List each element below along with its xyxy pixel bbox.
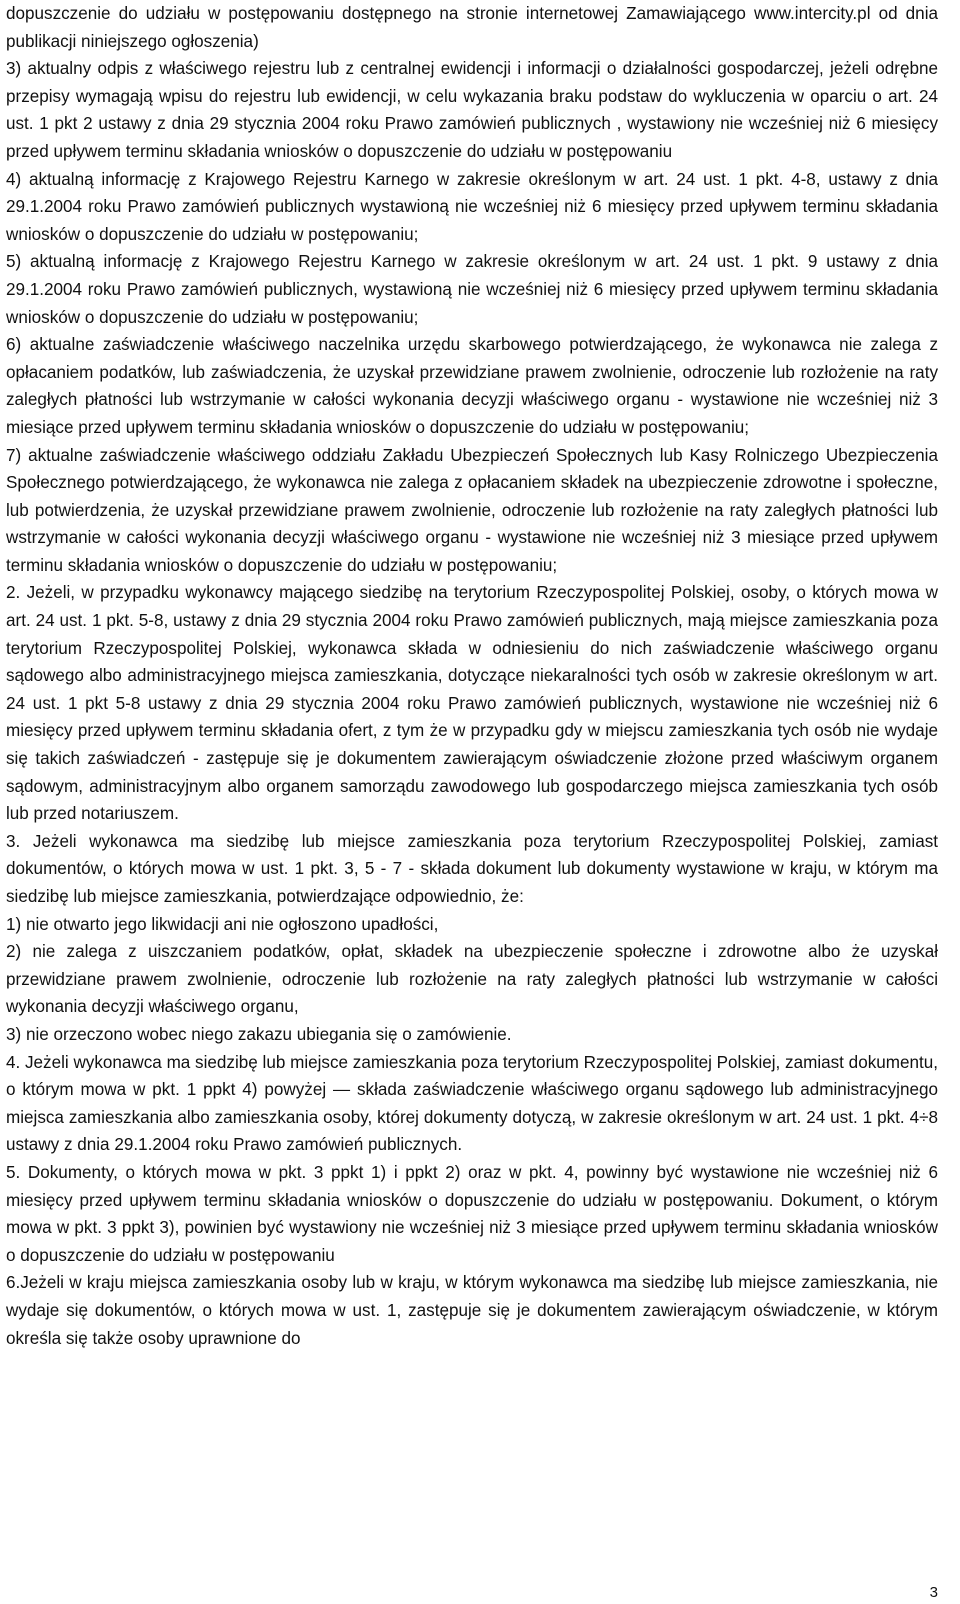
paragraph-item-5-criminal-record: 5) aktualną informację z Krajowego Rejestru Karnego w zakresie określonym w art. 24 ust. 1 pkt. 9 ustawy z dnia 29.1.2004 roku Prawo zamówień publicznych, wystawioną nie wcześniej niż 6 miesięcy przed upływem terminu składania wniosków o dopuszczenie do udziału w postępowaniu;: [6, 252, 938, 327]
paragraph-section-3-item-2: 2) nie zalega z uiszczaniem podatków, opłat, składek na ubezpieczenie społeczne i zdrowotne albo że uzyskał przewidziane prawem zwolnienie, odroczenie lub rozłożenie na raty zaległych płatności lub wstrzymanie w całości wykonania decyzji właściwego organu,: [6, 942, 938, 1017]
paragraph-item-3-registry-extract: 3) aktualny odpis z właściwego rejestru lub z centralnej ewidencji i informacji o działalności gospodarczej, jeżeli odrębne przepisy wymagają wpisu do rejestru lub ewidencji, w celu wykazania braku podstaw do wykluczenia w oparciu o art. 24 ust. 1 pkt 2 ustawy z dnia 29 stycznia 2004 roku Prawo zamówień publicznych , wystawiony nie wcześniej niż 6 miesięcy przed upływem terminu składania wniosków o dopuszczenie do udziału w postępowaniu: [6, 59, 938, 161]
paragraph-section-6: 6.Jeżeli w kraju miejsca zamieszkania osoby lub w kraju, w którym wykonawca ma siedzibę lub miejsce zamieszkania, nie wydaje się dokumentów, o których mowa w ust. 1, zastępuje się je dokumentem zawierającym oświadczenie, w którym określa się także osoby uprawnione do: [6, 1273, 938, 1348]
paragraph-continuation: dopuszczenie do udziału w postępowaniu dostępnego na stronie internetowej Zamawiającego www.intercity.pl od dnia publikacji niniejszego ogłoszenia): [6, 4, 938, 51]
page-number: 3: [929, 1584, 938, 1601]
paragraph-item-4-criminal-record: 4) aktualną informację z Krajowego Rejestru Karnego w zakresie określonym w art. 24 ust. 1 pkt. 4-8, ustawy z dnia 29.1.2004 roku Prawo zamówień publicznych wystawioną nie wcześniej niż 6 miesięcy przed upływem terminu składania wniosków o dopuszczenie do udziału w postępowaniu;: [6, 169, 938, 244]
paragraph-section-5: 5. Dokumenty, o których mowa w pkt. 3 ppkt 1) i ppkt 2) oraz w pkt. 4, powinny być wystawione nie wcześniej niż 6 miesięcy przed upływem terminu składania wniosków o dopuszczenie do udziału w postępowaniu. Dokument, o którym mowa w pkt. 3 ppkt 3), powinien być wystawiony nie wcześniej niż 3 miesiące przed upływem terminu składania wniosków o dopuszczenie do udziału w postępowaniu: [6, 1162, 938, 1265]
paragraph-item-6-tax-certificate: 6) aktualne zaświadczenie właściwego naczelnika urzędu skarbowego potwierdzającego, że wykonawca nie zalega z opłacaniem podatków, lub zaświadczenia, że uzyskał przewidziane prawem zwolnienie, odroczenie lub rozłożenie na raty zaległych płatności lub wstrzymanie w całości wykonania decyzji właściwego organu - wystawione nie wcześniej niż 3 miesiące przed upływem terminu składania wniosków o dopuszczenie do udziału w postępowaniu;: [6, 335, 938, 437]
paragraph-item-7-social-insurance-certificate: 7) aktualne zaświadczenie właściwego oddziału Zakładu Ubezpieczeń Społecznych lub Kasy Rolniczego Ubezpieczenia Społecznego potwierdzającego, że wykonawca nie zalega z opłacaniem składek na ubezpieczenie zdrowotne i społeczne, lub potwierdzenia, że uzyskał przewidziane prawem zwolnienie, odroczenie lub rozłożenie na raty zaległych płatności lub wstrzymanie w całości wykonania decyzji właściwego organu - wystawione nie wcześniej niż 3 miesiące przed upływem terminu składania wniosków o dopuszczenie do udziału w postępowaniu;: [6, 445, 938, 575]
paragraph-section-4: 4. Jeżeli wykonawca ma siedzibę lub miejsce zamieszkania poza terytorium Rzeczypospolitej Polskiej, zamiast dokumentu, o którym mowa w pkt. 1 ppkt 4) powyżej — składa zaświadczenie właściwego organu sądowego lub administracyjnego miejsca zamieszkania albo zamieszkania osoby, której dokumenty dotyczą, w zakresie określonym w art. 24 ust. 1 pkt. 4÷8 ustawy z dnia 29.1.2004 roku Prawo zamówień publicznych.: [6, 1052, 939, 1155]
paragraph-section-3-item-3: 3) nie orzeczono wobec niego zakazu ubiegania się o zamówienie.: [6, 1024, 512, 1044]
paragraph-section-2: 2. Jeżeli, w przypadku wykonawcy mającego siedzibę na terytorium Rzeczypospolitej Polskiej, osoby, o których mowa w art. 24 ust. 1 pkt. 5-8, ustawy z dnia 29 stycznia 2004 roku Prawo zamówień publicznych, mają miejsce zamieszkania poza terytorium Rzeczypospolitej Polskiej, wykonawca składa w odniesieniu do nich zaświadczenie właściwego organu sądowego albo administracyjnego miejsca zamieszkania, dotyczące niekaralności tych osób w zakresie określonym w art. 24 ust. 1 pkt 5-8 ustawy z dnia 29 stycznia 2004 roku Prawo zamówień publicznych, wystawione nie wcześniej niż 6 miesięcy przed upływem terminu składania ofert, z tym że w przypadku gdy w miejscu zamieszkania tych osób nie wydaje się takich zaświadczeń - zastępuje się je dokumentem zawierającym oświadczenie złożone przed właściwym organem sądowym, administracyjnym albo organem samorządu zawodowego lub gospodarczego miejsca zamieszkania tych osób lub przed notariuszem.: [6, 583, 938, 824]
paragraph-section-3-item-1: 1) nie otwarto jego likwidacji ani nie ogłoszono upadłości,: [6, 914, 439, 934]
paragraph-section-3: 3. Jeżeli wykonawca ma siedzibę lub miejsce zamieszkania poza terytorium Rzeczypospolitej Polskiej, zamiast dokumentów, o których mowa w ust. 1 pkt. 3, 5 - 7 - składa dokument lub dokumenty wystawione w kraju, w którym ma siedzibę lub miejsce zamieszkania, potwierdzające odpowiednio, że:: [6, 831, 938, 906]
